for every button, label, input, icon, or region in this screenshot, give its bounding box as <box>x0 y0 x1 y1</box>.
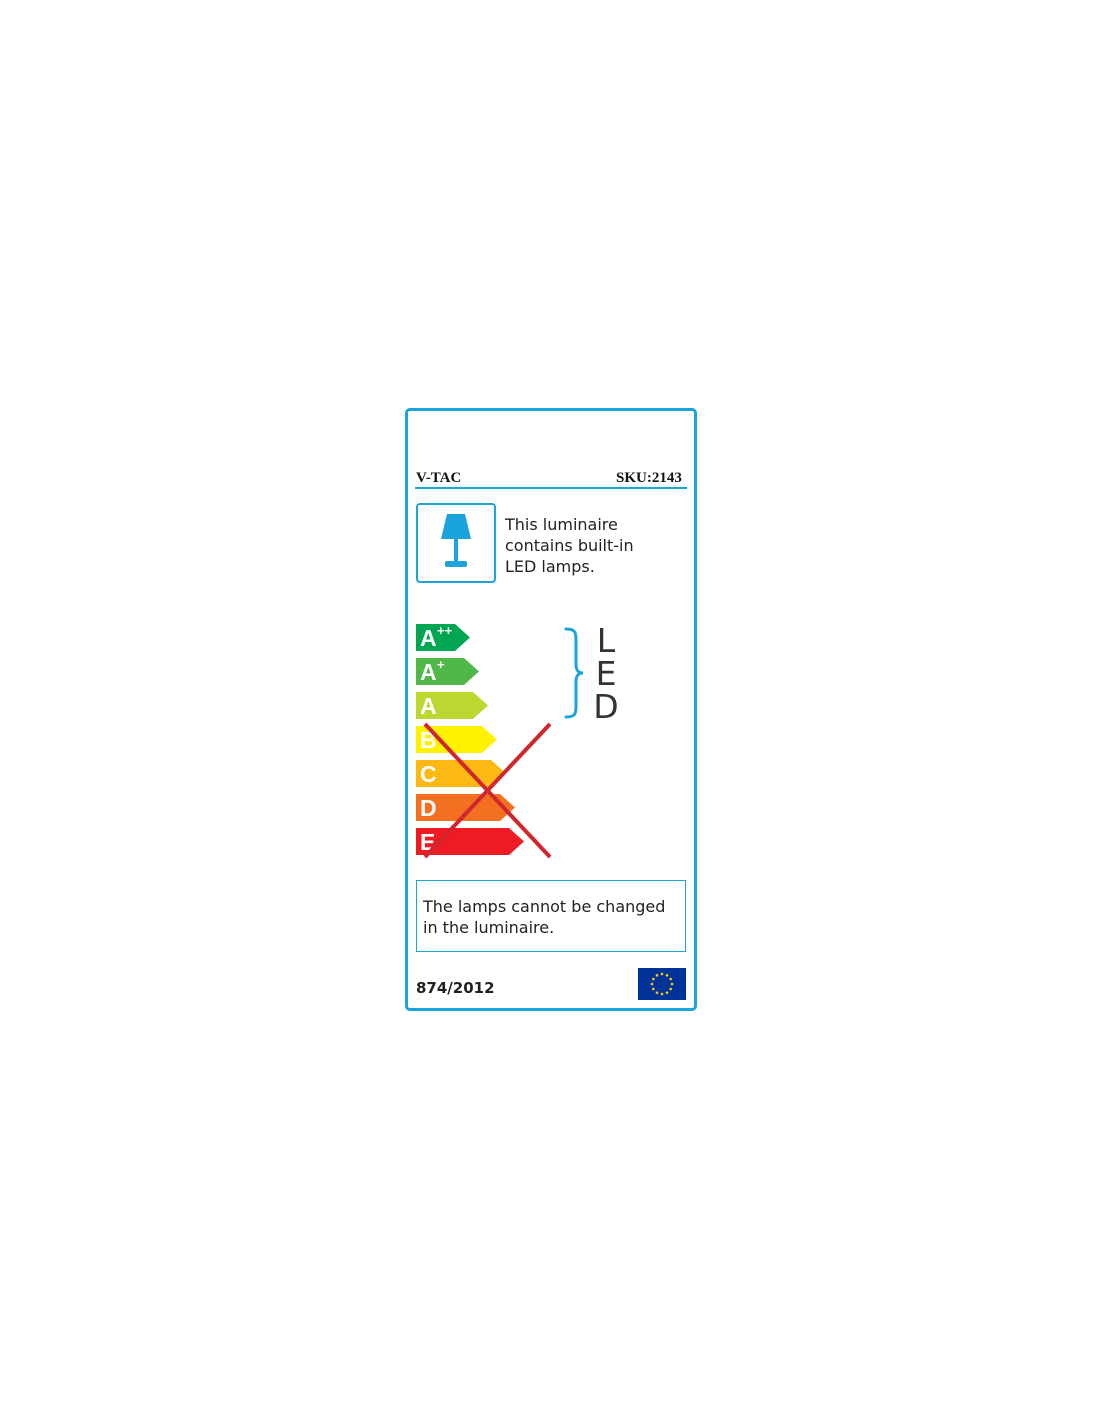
energy-class-a-plus-plus <box>416 623 470 651</box>
notice-text <box>423 896 683 938</box>
regulation-number: 874/2012 <box>416 979 495 997</box>
eu-star <box>671 983 674 986</box>
luminaire-description-line-2: contains built-in <box>505 536 634 555</box>
luminaire-description-line-3: LED lamps. <box>505 557 595 576</box>
energy-class-letter: A <box>420 693 437 719</box>
energy-class-letter: A <box>420 625 437 651</box>
energy-class-superscript: + <box>437 657 445 672</box>
energy-class-a-plus <box>416 657 479 685</box>
energy-class-superscript: ++ <box>437 623 453 638</box>
energy-class-a <box>416 692 488 719</box>
energy-class-letter: B <box>420 727 437 753</box>
energy-class-letter: A <box>420 659 437 685</box>
eu-star <box>652 988 655 991</box>
luminaire-description-line-1: This luminaire <box>505 515 618 534</box>
led-letter-d: D <box>593 687 619 726</box>
eu-star <box>669 978 672 981</box>
energy-class-letter: E <box>420 829 436 855</box>
luminaire-icon-box <box>416 503 496 583</box>
notice-line-1: The lamps cannot be changed <box>423 897 666 916</box>
eu-star <box>669 988 672 991</box>
sku-number: SKU:2143 <box>616 470 682 486</box>
notice-line-2: in the luminaire. <box>423 918 555 937</box>
energy-class-letter: D <box>420 795 437 821</box>
luminaire-description <box>505 514 675 577</box>
eu-star <box>666 974 669 977</box>
eu-flag-icon <box>638 968 686 1000</box>
led-label <box>588 621 624 726</box>
eu-star <box>666 991 669 994</box>
led-letter-e: E <box>595 654 617 693</box>
eu-star <box>652 978 655 981</box>
curly-brace-icon <box>562 626 586 720</box>
eu-star <box>656 974 659 977</box>
energy-class-letter: C <box>420 761 437 787</box>
header-divider <box>415 487 687 489</box>
table-lamp-icon <box>418 505 494 581</box>
led-letter-l: L <box>596 621 616 660</box>
eu-star <box>661 993 664 996</box>
eu-star <box>651 983 654 986</box>
energy-efficiency-scale <box>415 620 560 865</box>
brand-name: V-TAC <box>416 470 462 486</box>
eu-star <box>656 991 659 994</box>
eu-star <box>661 973 664 976</box>
energy-class-d <box>416 794 515 821</box>
